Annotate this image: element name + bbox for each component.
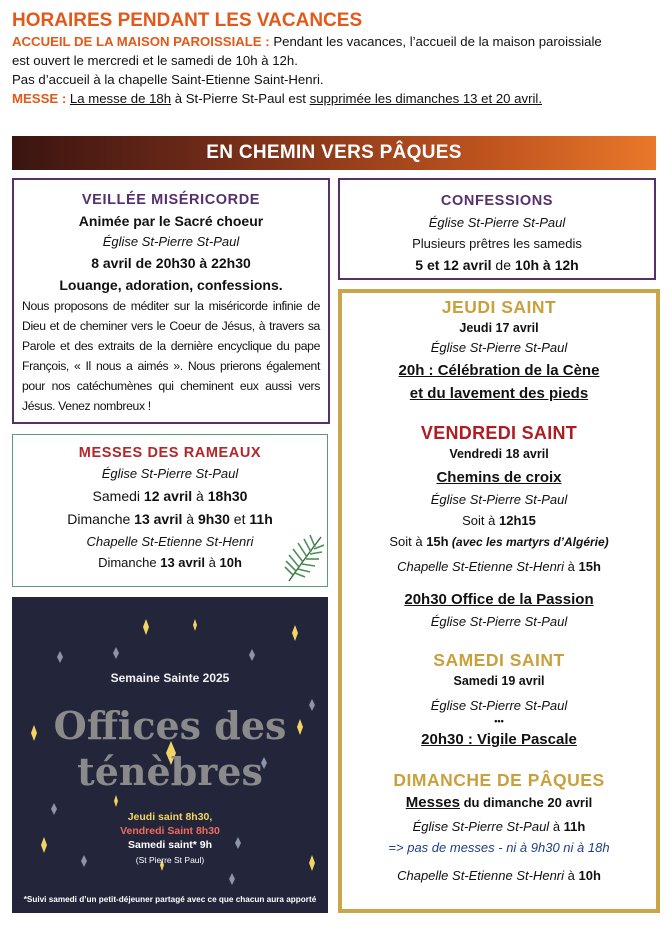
samedi-separator: ••• — [494, 716, 504, 726]
office-passion: 20h30 Office de la Passion — [404, 591, 594, 608]
rameaux-title: MESSES DES RAMEAUX — [78, 445, 262, 461]
v-l3-c: 15h — [578, 559, 601, 574]
rameaux-sun2-b: 13 avril — [160, 555, 206, 570]
messe-mid: à St-Pierre St-Paul est — [171, 91, 310, 106]
holy-week-box — [338, 289, 660, 913]
rameaux-sun-b: 13 avril — [134, 511, 183, 527]
rameaux-sat-d: 18h30 — [207, 488, 248, 504]
samedi-date: Samedi 19 avril — [453, 674, 545, 688]
confessions-title: CONFESSIONS — [440, 193, 554, 209]
v-l3-b: à — [564, 559, 579, 574]
paques-messes — [342, 792, 656, 814]
rameaux-sun-c: à — [182, 511, 198, 527]
rameaux-sunday-2 — [13, 554, 327, 572]
confessions-date-b: 10h à 12h — [514, 257, 579, 273]
rameaux-sunday — [13, 508, 327, 530]
rameaux-sun2-d: 10h — [219, 555, 242, 570]
accueil-text: Pendant les vacances, l’accueil de la maison paroissiale — [269, 34, 602, 49]
veillee-subtitle: Animée par le Sacré choeur — [78, 213, 264, 229]
rameaux-place-2: Chapelle St-Etienne St-Henri — [86, 534, 254, 549]
v-l2-b: 15h — [426, 534, 449, 549]
paques-title: DIMANCHE DE PÂQUES — [393, 770, 605, 790]
paques-messes-label: Messes — [405, 794, 460, 811]
section-banner: EN CHEMIN VERS PÂQUES — [12, 136, 656, 170]
jeudi-place: Église St-Pierre St-Paul — [430, 340, 568, 355]
poster-line-place: (St Pierre St Paul) — [135, 855, 205, 865]
samedi-place: Église St-Pierre St-Paul — [430, 698, 568, 713]
vendredi-place: Église St-Pierre St-Paul — [430, 492, 568, 507]
vendredi-line-1 — [342, 510, 656, 531]
v-l2-c: (avec les martyrs d’Algérie) — [448, 535, 609, 549]
accueil-paragraph — [12, 32, 662, 51]
confessions-box — [338, 178, 656, 280]
veillee-date: 8 avril de 20h30 à 22h30 — [91, 255, 251, 271]
vigile-pascale: 20h30 : Vigile Pascale — [421, 731, 577, 748]
accueil-text-2: est ouvert le mercredi et le samedi de 10h à 12h. — [12, 53, 298, 68]
p-l1-a: Église St-Pierre St-Paul — [412, 819, 550, 834]
p-l1-b: à — [549, 819, 564, 834]
chapelle-text: Pas d’accueil à la chapelle Saint-Etienne Saint-Henri. — [12, 72, 324, 87]
poster-heading: Semaine Sainte 2025 — [110, 671, 230, 685]
poster-title-2: ténèbres — [77, 749, 263, 794]
paques-line-3 — [342, 866, 656, 886]
confessions-place: Église St-Pierre St-Paul — [428, 215, 566, 230]
rameaux-sun-e: et — [229, 511, 250, 527]
palm-leaf-icon — [281, 531, 327, 583]
veillee-theme: Louange, adoration, confessions. — [59, 277, 283, 293]
p-l3-a: Chapelle St-Etienne St-Henri — [397, 868, 565, 883]
office-place: Église St-Pierre St-Paul — [430, 614, 568, 629]
vendredi-line-2 — [342, 531, 656, 553]
vendredi-line-3 — [342, 553, 656, 580]
rameaux-sat-a: Samedi — [92, 488, 144, 504]
tenebres-poster — [12, 597, 328, 913]
rameaux-box — [12, 434, 328, 587]
v-l1-b: 12h15 — [498, 513, 536, 528]
rameaux-sun-a: Dimanche — [67, 511, 135, 527]
rameaux-sun-d: 9h30 — [198, 511, 230, 527]
confessions-dates — [340, 254, 654, 276]
p-l3-b: à — [564, 868, 579, 883]
poster-line-jeudi: Jeudi saint 8h30, — [127, 811, 213, 823]
confessions-date-a: 5 et 12 avril — [415, 257, 492, 273]
holiday-hours-title: HORAIRES PENDANT LES VACANCES — [12, 10, 363, 31]
paques-line-2: => pas de messes - ni à 9h30 ni à 18h — [388, 840, 610, 855]
paques-line-1 — [342, 814, 656, 840]
rameaux-place: Église St-Pierre St-Paul — [101, 466, 239, 481]
rameaux-sun2-a: Dimanche — [98, 555, 161, 570]
chemins-de-croix: Chemins de croix — [436, 469, 562, 486]
jeudi-date: Jeudi 17 avril — [459, 321, 539, 335]
vendredi-date: Vendredi 18 avril — [449, 447, 549, 461]
rameaux-sun2-c: à — [205, 555, 220, 570]
veillee-text: Nous proposons de méditer sur la miséricorde infinie de Dieu et de cheminer vers le Coeur de Jésus, à travers sa Parole et des extraits de la dernière encyclique du pape François, « Il nous a aimés ». Nous prierons également pour nos catéchumènes qui cheminent eux aussi vers Jésus. Venez nombreux ! — [22, 299, 320, 413]
rameaux-sat-b: 12 avril — [143, 488, 193, 504]
veillee-title: VEILLÉE MISÉRICORDE — [81, 192, 261, 208]
accueil-label: ACCUEIL DE LA MAISON PAROISSIALE : — [12, 34, 270, 49]
messe-label: MESSE : — [12, 91, 67, 106]
poster-title-1: Offices des — [53, 703, 287, 748]
v-l2-a: Soit à — [389, 534, 427, 549]
paques-messes-date: du dimanche 20 avril — [460, 795, 593, 810]
rameaux-saturday — [13, 484, 327, 508]
vendredi-title: VENDREDI SAINT — [420, 423, 578, 443]
p-l1-c: 11h — [563, 819, 586, 834]
veillee-place: Église St-Pierre St-Paul — [102, 234, 240, 249]
poster-note: *Suivi samedi d’un petit-déjeuner partagé avec ce que chacun aura apporté — [23, 895, 317, 904]
messe-paragraph — [12, 89, 662, 108]
messe-underlined-1: La messe de 18h — [69, 91, 172, 106]
veillee-box — [12, 178, 330, 424]
poster-line-samedi: Samedi saint* 9h — [127, 839, 213, 851]
rameaux-sat-c: à — [192, 488, 208, 504]
v-l1-a: Soit à — [462, 513, 499, 528]
jeudi-celebration-2: et du lavement des pieds — [409, 385, 589, 402]
poster-line-vendredi: Vendredi Saint 8h30 — [120, 825, 220, 837]
holiday-hours-section — [12, 10, 662, 108]
samedi-title: SAMEDI SAINT — [433, 650, 565, 670]
jeudi-title: JEUDI SAINT — [441, 297, 557, 317]
rameaux-sun-f: 11h — [249, 511, 273, 527]
v-l3-a: Chapelle St-Etienne St-Henri — [397, 559, 565, 574]
jeudi-celebration-1: 20h : Célébration de la Cène — [398, 362, 600, 379]
confessions-date-mid: de — [491, 257, 515, 273]
confessions-line: Plusieurs prêtres les samedis — [412, 236, 582, 251]
messe-underlined-2: supprimée les dimanches 13 et 20 avril. — [309, 91, 542, 106]
p-l3-c: 10h — [578, 868, 601, 883]
